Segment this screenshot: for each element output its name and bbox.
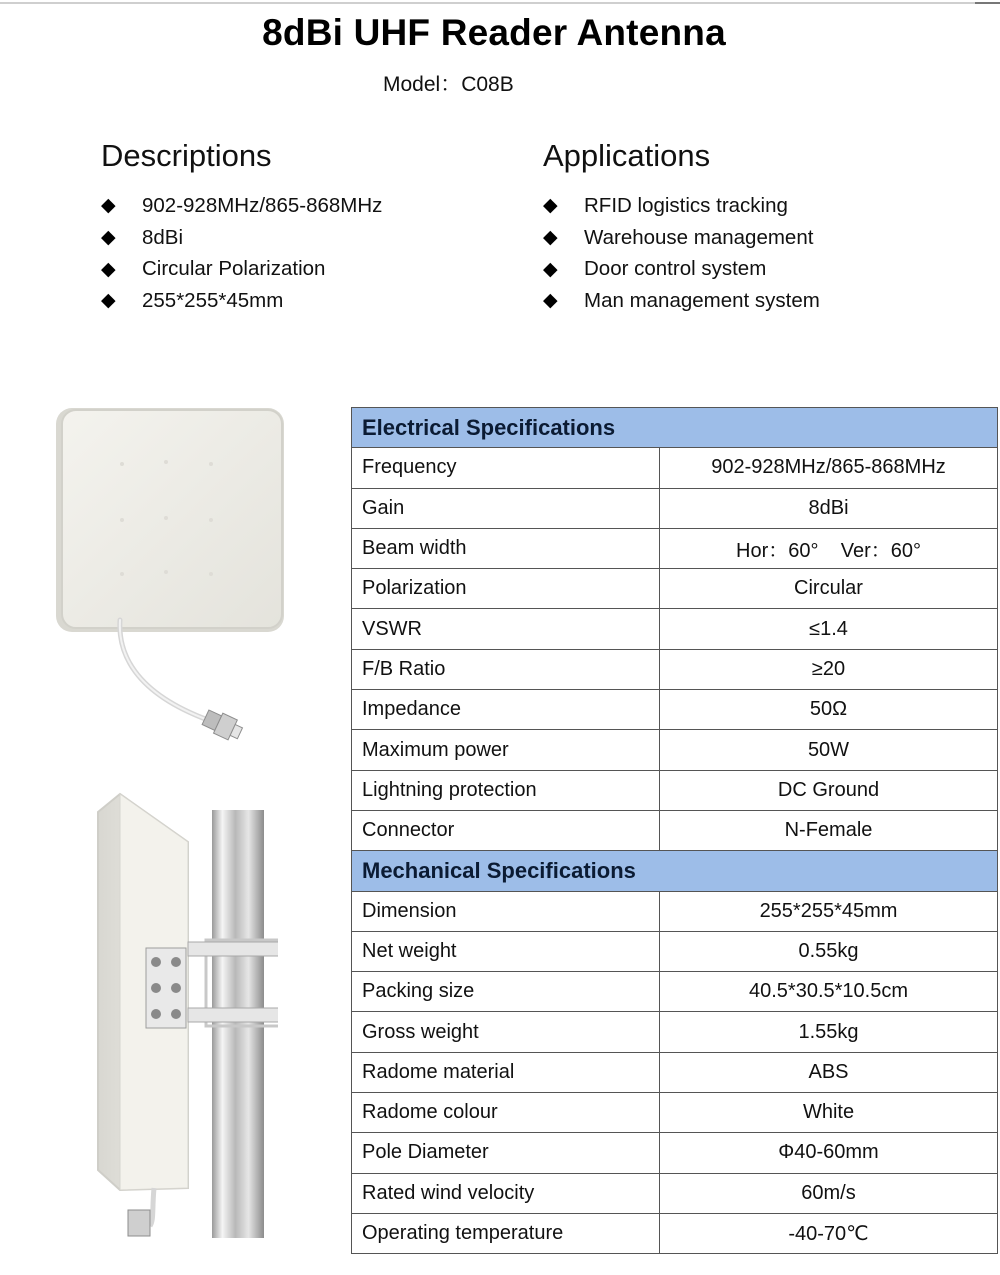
spec-label: Gain — [352, 488, 660, 528]
spec-value: 50Ω — [660, 690, 998, 730]
table-row — [352, 730, 998, 770]
spec-value: 50W — [660, 730, 998, 770]
table-row — [352, 1173, 998, 1213]
spec-label: Beam width — [352, 528, 660, 568]
table-row — [352, 931, 998, 971]
spec-label: Dimension — [352, 891, 660, 931]
table-row — [352, 569, 998, 609]
list-item-text: RFID logistics tracking — [584, 193, 788, 217]
spec-value: 255*255*45mm — [660, 891, 998, 931]
diamond-bullet-icon: ◆ — [101, 227, 116, 249]
table-row — [352, 1213, 998, 1253]
table-row — [352, 1133, 998, 1173]
table-row — [352, 528, 998, 568]
spec-value: Circular — [660, 569, 998, 609]
electrical-heading: Electrical Specifications — [352, 408, 998, 448]
list-item-text: 902-928MHz/865-868MHz — [142, 193, 383, 217]
list-item — [543, 222, 820, 254]
descriptions-section — [101, 138, 382, 317]
spec-label: F/B Ratio — [352, 649, 660, 689]
list-item — [543, 285, 820, 317]
table-row — [352, 810, 998, 850]
spec-label: Radome colour — [352, 1093, 660, 1133]
spec-label: Rated wind velocity — [352, 1173, 660, 1213]
applications-list — [543, 190, 820, 317]
descriptions-list — [101, 190, 382, 317]
page-title: 8dBi UHF Reader Antenna — [262, 12, 726, 53]
table-row — [352, 972, 998, 1012]
list-item — [543, 253, 820, 285]
antenna-mounted-photo — [88, 790, 278, 1240]
list-item-text: Man management system — [584, 288, 820, 312]
spec-label: Connector — [352, 810, 660, 850]
diamond-bullet-icon: ◆ — [101, 195, 116, 217]
spec-value: 8dBi — [660, 488, 998, 528]
spec-value: DC Ground — [660, 770, 998, 810]
table-row — [352, 649, 998, 689]
table-row — [352, 1052, 998, 1092]
spec-value: 60m/s — [660, 1173, 998, 1213]
electrical-header-row — [352, 408, 998, 448]
spec-value: 40.5*30.5*10.5cm — [660, 972, 998, 1012]
descriptions-heading: Descriptions — [101, 138, 272, 173]
spec-label: VSWR — [352, 609, 660, 649]
spec-label: Radome material — [352, 1052, 660, 1092]
diamond-bullet-icon: ◆ — [543, 258, 558, 280]
model-label: Model：C08B — [383, 73, 514, 96]
spec-label: Lightning protection — [352, 770, 660, 810]
spec-label: Net weight — [352, 931, 660, 971]
spec-value: White — [660, 1093, 998, 1133]
spec-value: ≤1.4 — [660, 609, 998, 649]
spec-label: Frequency — [352, 448, 660, 488]
spec-value: 0.55kg — [660, 931, 998, 971]
table-row — [352, 609, 998, 649]
mechanical-header-row — [352, 851, 998, 891]
list-item-text: Circular Polarization — [142, 257, 326, 281]
list-item-text: Door control system — [584, 257, 767, 281]
list-item-text: 255*255*45mm — [142, 288, 284, 312]
table-row — [352, 448, 998, 488]
spec-value: ≥20 — [660, 649, 998, 689]
diamond-bullet-icon: ◆ — [543, 195, 558, 217]
mechanical-heading: Mechanical Specifications — [352, 851, 998, 891]
diamond-bullet-icon: ◆ — [101, 258, 116, 280]
list-item — [101, 222, 382, 254]
spec-value: N-Female — [660, 810, 998, 850]
top-rule — [0, 2, 1000, 4]
diamond-bullet-icon: ◆ — [543, 227, 558, 249]
spec-value: Φ40-60mm — [660, 1133, 998, 1173]
list-item — [543, 190, 820, 222]
table-row — [352, 891, 998, 931]
table-row — [352, 690, 998, 730]
spec-value: 902-928MHz/865-868MHz — [660, 448, 998, 488]
list-item — [101, 253, 382, 285]
spec-value: 1.55kg — [660, 1012, 998, 1052]
diamond-bullet-icon: ◆ — [543, 290, 558, 312]
applications-heading: Applications — [543, 138, 711, 173]
antenna-front-photo — [48, 402, 308, 747]
list-item — [101, 285, 382, 317]
applications-section — [543, 138, 820, 317]
spec-label: Operating temperature — [352, 1213, 660, 1253]
spec-label: Pole Diameter — [352, 1133, 660, 1173]
spec-label: Gross weight — [352, 1012, 660, 1052]
spec-label: Maximum power — [352, 730, 660, 770]
spec-label: Polarization — [352, 569, 660, 609]
spec-table — [351, 407, 998, 1254]
table-row — [352, 1093, 998, 1133]
spec-value: -40-70℃ — [660, 1213, 998, 1253]
list-item-text: Warehouse management — [584, 225, 814, 249]
table-row — [352, 770, 998, 810]
spec-value: Hor：60° Ver：60° — [660, 528, 998, 568]
spec-value: ABS — [660, 1052, 998, 1092]
spec-label: Packing size — [352, 972, 660, 1012]
list-item-text: 8dBi — [142, 225, 184, 249]
table-row — [352, 1012, 998, 1052]
table-row — [352, 488, 998, 528]
list-item — [101, 190, 382, 222]
spec-label: Impedance — [352, 690, 660, 730]
diamond-bullet-icon: ◆ — [101, 290, 116, 312]
